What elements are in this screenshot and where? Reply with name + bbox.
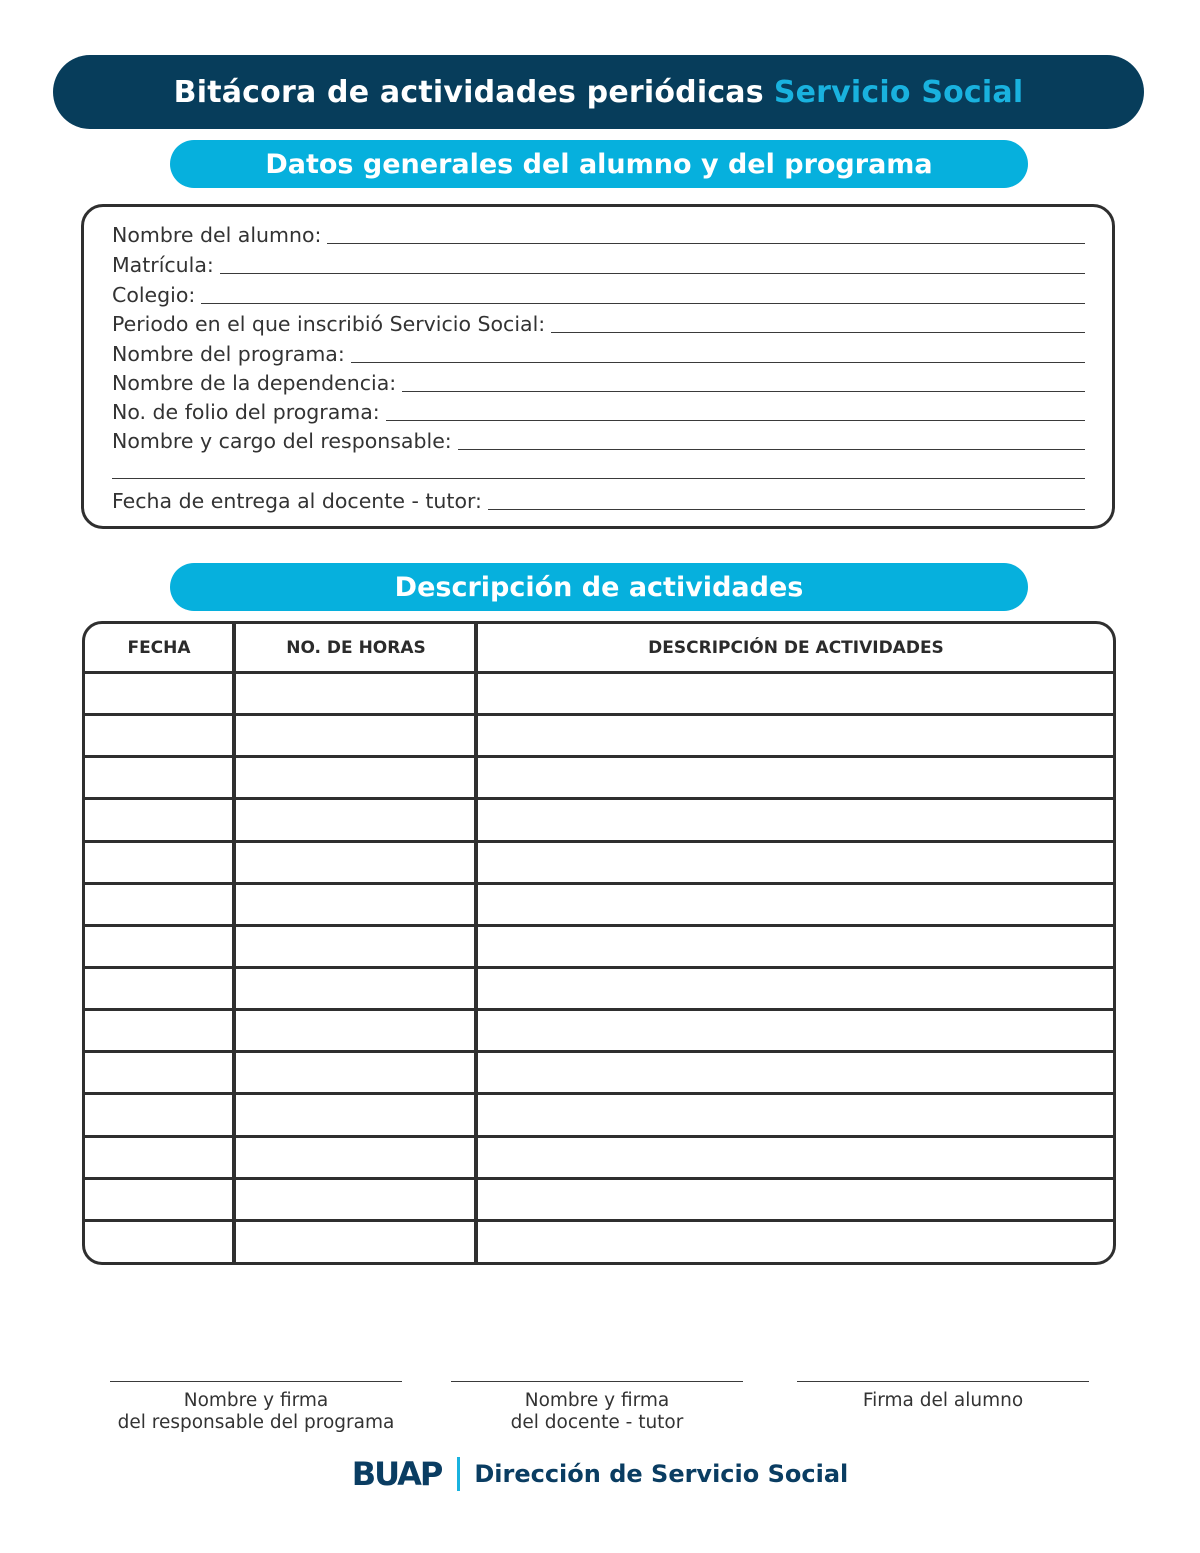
- field-responsable-continuation[interactable]: [112, 452, 1085, 482]
- field-nombre-alumno[interactable]: [112, 217, 1085, 247]
- field-label: Fecha de entrega al docente - tutor:: [112, 489, 482, 513]
- signature-label-line1: Firma del alumno: [862, 1390, 1024, 1411]
- field-responsable[interactable]: [112, 423, 1085, 453]
- table-cell-descripcion[interactable]: [478, 1222, 1113, 1261]
- field-line[interactable]: [112, 478, 1085, 479]
- table-cell-descripcion[interactable]: [478, 927, 1113, 966]
- field-line[interactable]: [220, 273, 1085, 274]
- field-folio-programa[interactable]: [112, 394, 1085, 424]
- table-cell-horas[interactable]: [236, 1222, 474, 1261]
- signature-label: [110, 1390, 402, 1434]
- table-cell-fecha[interactable]: [85, 885, 232, 924]
- field-nombre-dependencia[interactable]: [112, 365, 1085, 395]
- table-cell-descripcion[interactable]: [478, 716, 1113, 755]
- general-data-box: [81, 204, 1115, 529]
- field-label: Colegio:: [112, 283, 196, 307]
- table-cell-horas[interactable]: [236, 969, 474, 1008]
- page-title-bar: [53, 55, 1144, 129]
- section-title-activities-text: Descripción de actividades: [394, 571, 804, 603]
- field-label: Matrícula:: [112, 253, 214, 277]
- table-cell-horas[interactable]: [236, 1180, 474, 1219]
- buap-logo: BUAP: [351, 1455, 442, 1493]
- footer-brand: [0, 1455, 1200, 1493]
- table-cell-descripcion[interactable]: [478, 1011, 1113, 1050]
- column-header-fecha: FECHA: [127, 638, 191, 658]
- field-label: Nombre del alumno:: [112, 223, 322, 247]
- field-label: Nombre de la dependencia:: [112, 371, 397, 395]
- field-line[interactable]: [351, 362, 1085, 363]
- table-cell-horas[interactable]: [236, 758, 474, 797]
- table-cell-fecha[interactable]: [85, 674, 232, 713]
- signature-line[interactable]: [110, 1381, 402, 1382]
- department-name: Dirección de Servicio Social: [474, 1460, 849, 1488]
- signature-label-line2: del docente - tutor: [510, 1412, 684, 1433]
- section-title-activities: [170, 563, 1028, 611]
- table-cell-descripcion[interactable]: [478, 843, 1113, 882]
- table-cell-descripcion[interactable]: [478, 1180, 1113, 1219]
- section-title-general: [170, 140, 1028, 188]
- table-cell-horas[interactable]: [236, 1053, 474, 1092]
- field-matricula[interactable]: [112, 247, 1085, 277]
- table-cell-descripcion[interactable]: [478, 969, 1113, 1008]
- table-cell-descripcion[interactable]: [478, 1138, 1113, 1177]
- table-cell-fecha[interactable]: [85, 1095, 232, 1134]
- field-label: No. de folio del programa:: [112, 400, 380, 424]
- field-line[interactable]: [458, 449, 1085, 450]
- page-title-accent: Servicio Social: [773, 74, 1024, 110]
- field-colegio[interactable]: [112, 277, 1085, 307]
- field-label: Nombre del programa:: [112, 342, 345, 366]
- table-cell-fecha[interactable]: [85, 716, 232, 755]
- column-header-descripcion: DESCRIPCIÓN DE ACTIVIDADES: [648, 638, 944, 658]
- signature-label: [797, 1390, 1089, 1412]
- table-cell-horas[interactable]: [236, 674, 474, 713]
- signature-responsable[interactable]: [110, 1381, 402, 1434]
- table-cell-horas[interactable]: [236, 885, 474, 924]
- field-line[interactable]: [551, 332, 1085, 333]
- field-line[interactable]: [386, 420, 1085, 421]
- table-cell-fecha[interactable]: [85, 927, 232, 966]
- table-cell-descripcion[interactable]: [478, 674, 1113, 713]
- signature-label-line1: Nombre y firma: [183, 1390, 329, 1411]
- signature-label: [451, 1390, 743, 1434]
- table-cell-horas[interactable]: [236, 1011, 474, 1050]
- table-cell-fecha[interactable]: [85, 1222, 232, 1261]
- table-cell-horas[interactable]: [236, 800, 474, 839]
- table-cell-descripcion[interactable]: [478, 1095, 1113, 1134]
- table-cell-fecha[interactable]: [85, 1011, 232, 1050]
- signature-line[interactable]: [797, 1381, 1089, 1382]
- table-cell-fecha[interactable]: [85, 1180, 232, 1219]
- table-cell-fecha[interactable]: [85, 800, 232, 839]
- field-line[interactable]: [488, 509, 1085, 510]
- signature-line[interactable]: [451, 1381, 743, 1382]
- field-fecha-entrega[interactable]: [112, 483, 1085, 513]
- signature-label-line2: del responsable del programa: [117, 1412, 395, 1433]
- table-cell-fecha[interactable]: [85, 1138, 232, 1177]
- table-cell-horas[interactable]: [236, 843, 474, 882]
- table-cell-descripcion[interactable]: [478, 885, 1113, 924]
- brand-separator: [457, 1457, 460, 1491]
- table-cell-fecha[interactable]: [85, 843, 232, 882]
- field-line[interactable]: [327, 243, 1085, 244]
- table-cell-descripcion[interactable]: [478, 758, 1113, 797]
- signature-alumno[interactable]: [797, 1381, 1089, 1412]
- table-cell-horas[interactable]: [236, 1095, 474, 1134]
- activities-table: [82, 621, 1116, 1265]
- section-title-general-text: Datos generales del alumno y del programa: [265, 148, 933, 180]
- table-cell-fecha[interactable]: [85, 758, 232, 797]
- field-line[interactable]: [402, 391, 1085, 392]
- signature-label-line1: Nombre y firma: [524, 1390, 670, 1411]
- field-line[interactable]: [201, 303, 1085, 304]
- table-cell-fecha[interactable]: [85, 1053, 232, 1092]
- table-cell-horas[interactable]: [236, 1138, 474, 1177]
- table-cell-descripcion[interactable]: [478, 1053, 1113, 1092]
- column-header-horas: NO. DE HORAS: [286, 638, 426, 658]
- field-label: Periodo en el que inscribió Servicio Social:: [112, 312, 546, 336]
- field-nombre-programa[interactable]: [112, 336, 1085, 366]
- table-cell-descripcion[interactable]: [478, 800, 1113, 839]
- signature-docente[interactable]: [451, 1381, 743, 1434]
- field-periodo[interactable]: [112, 306, 1085, 336]
- table-cell-horas[interactable]: [236, 716, 474, 755]
- field-label: Nombre y cargo del responsable:: [112, 429, 452, 453]
- table-cell-horas[interactable]: [236, 927, 474, 966]
- table-cell-fecha[interactable]: [85, 969, 232, 1008]
- page-title: Bitácora de actividades periódicas: [173, 74, 764, 110]
